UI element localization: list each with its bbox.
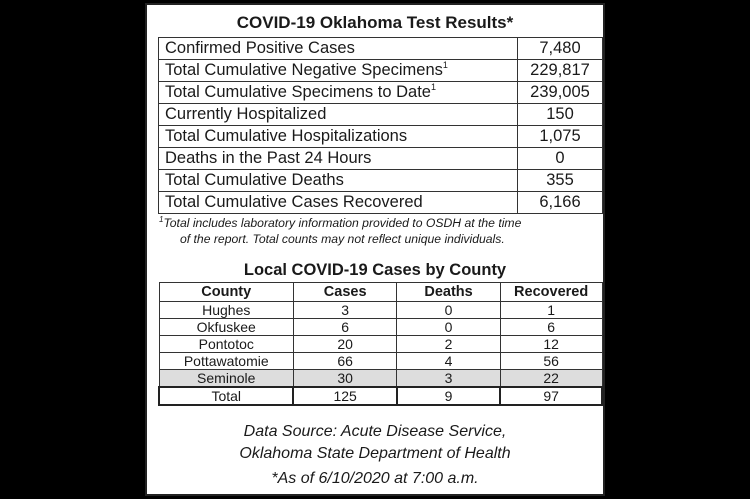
table-row xyxy=(159,148,603,170)
county-cases: 3 xyxy=(293,302,396,319)
header-cases: Cases xyxy=(293,283,396,302)
row-label: Total Cumulative Cases Recovered xyxy=(159,192,518,214)
header-recovered: Recovered xyxy=(500,283,602,302)
table-row xyxy=(159,192,603,214)
table-row xyxy=(159,60,603,82)
county-deaths: 3 xyxy=(397,370,500,388)
row-label: Total Cumulative Deaths xyxy=(159,170,518,192)
county-name: Pontotoc xyxy=(159,336,293,353)
county-cases: 6 xyxy=(293,319,396,336)
table-row xyxy=(159,104,603,126)
row-value: 1,075 xyxy=(518,126,603,148)
footnote-line-1: Total includes laboratory information provided to OSDH at the time xyxy=(163,216,522,230)
table-row xyxy=(159,170,603,192)
county-recovered: 1 xyxy=(500,302,602,319)
page-title: COVID-19 Oklahoma Test Results* xyxy=(236,13,514,32)
county-deaths: 4 xyxy=(397,353,500,370)
footnote-mark: 1 xyxy=(159,215,164,224)
total-label: Total xyxy=(159,387,293,405)
source-line-2: Oklahoma State Department of Health xyxy=(239,445,511,462)
county-deaths: 0 xyxy=(397,319,500,336)
table-row xyxy=(159,336,602,353)
county-cases: 66 xyxy=(293,353,396,370)
county-name: Seminole xyxy=(159,370,293,388)
row-label: Confirmed Positive Cases xyxy=(159,38,518,60)
table-row xyxy=(159,353,602,370)
row-value: 229,817 xyxy=(518,60,603,82)
total-row xyxy=(159,387,602,405)
county-cases: 30 xyxy=(293,370,396,388)
county-deaths: 0 xyxy=(397,302,500,319)
data-source xyxy=(147,421,603,465)
source-line-1: Data Source: Acute Disease Service, xyxy=(243,423,507,440)
county-table xyxy=(158,282,603,406)
total-recovered: 97 xyxy=(500,387,602,405)
table-row xyxy=(159,126,603,148)
row-value: 6,166 xyxy=(518,192,603,214)
table-row xyxy=(159,38,603,60)
table-row-highlighted xyxy=(159,370,602,388)
row-label: Total Cumulative Hospitalizations xyxy=(159,126,518,148)
row-value: 7,480 xyxy=(518,38,603,60)
total-cases: 125 xyxy=(293,387,396,405)
footnote-line-2: of the report. Total counts may not reflect unique individuals. xyxy=(180,232,505,246)
row-value: 0 xyxy=(518,148,603,170)
table-row xyxy=(159,82,603,104)
as-of-date: *As of 6/10/2020 at 7:00 a.m. xyxy=(271,470,479,487)
county-deaths: 2 xyxy=(397,336,500,353)
footnote xyxy=(159,215,599,247)
county-recovered: 6 xyxy=(500,319,602,336)
county-recovered: 22 xyxy=(500,370,602,388)
row-value: 355 xyxy=(518,170,603,192)
table-header-row xyxy=(159,283,602,302)
table-row xyxy=(159,302,602,319)
county-name: Okfuskee xyxy=(159,319,293,336)
county-recovered: 12 xyxy=(500,336,602,353)
county-cases: 20 xyxy=(293,336,396,353)
county-name: Pottawatomie xyxy=(159,353,293,370)
header-deaths: Deaths xyxy=(397,283,500,302)
table-row xyxy=(159,319,602,336)
county-name: Hughes xyxy=(159,302,293,319)
county-recovered: 56 xyxy=(500,353,602,370)
row-label: Currently Hospitalized xyxy=(159,104,518,126)
row-value: 150 xyxy=(518,104,603,126)
results-panel xyxy=(145,3,605,496)
row-label: Total Cumulative Specimens to Date$^1$ xyxy=(159,82,518,104)
row-value: 239,005 xyxy=(518,82,603,104)
header-county: County xyxy=(159,283,293,302)
row-label: Deaths in the Past 24 Hours xyxy=(159,148,518,170)
test-results-table xyxy=(158,37,603,214)
row-label: Total Cumulative Negative Specimens$^1$ xyxy=(159,60,518,82)
county-table-title: Local COVID-19 Cases by County xyxy=(243,261,507,279)
total-deaths: 9 xyxy=(397,387,500,405)
